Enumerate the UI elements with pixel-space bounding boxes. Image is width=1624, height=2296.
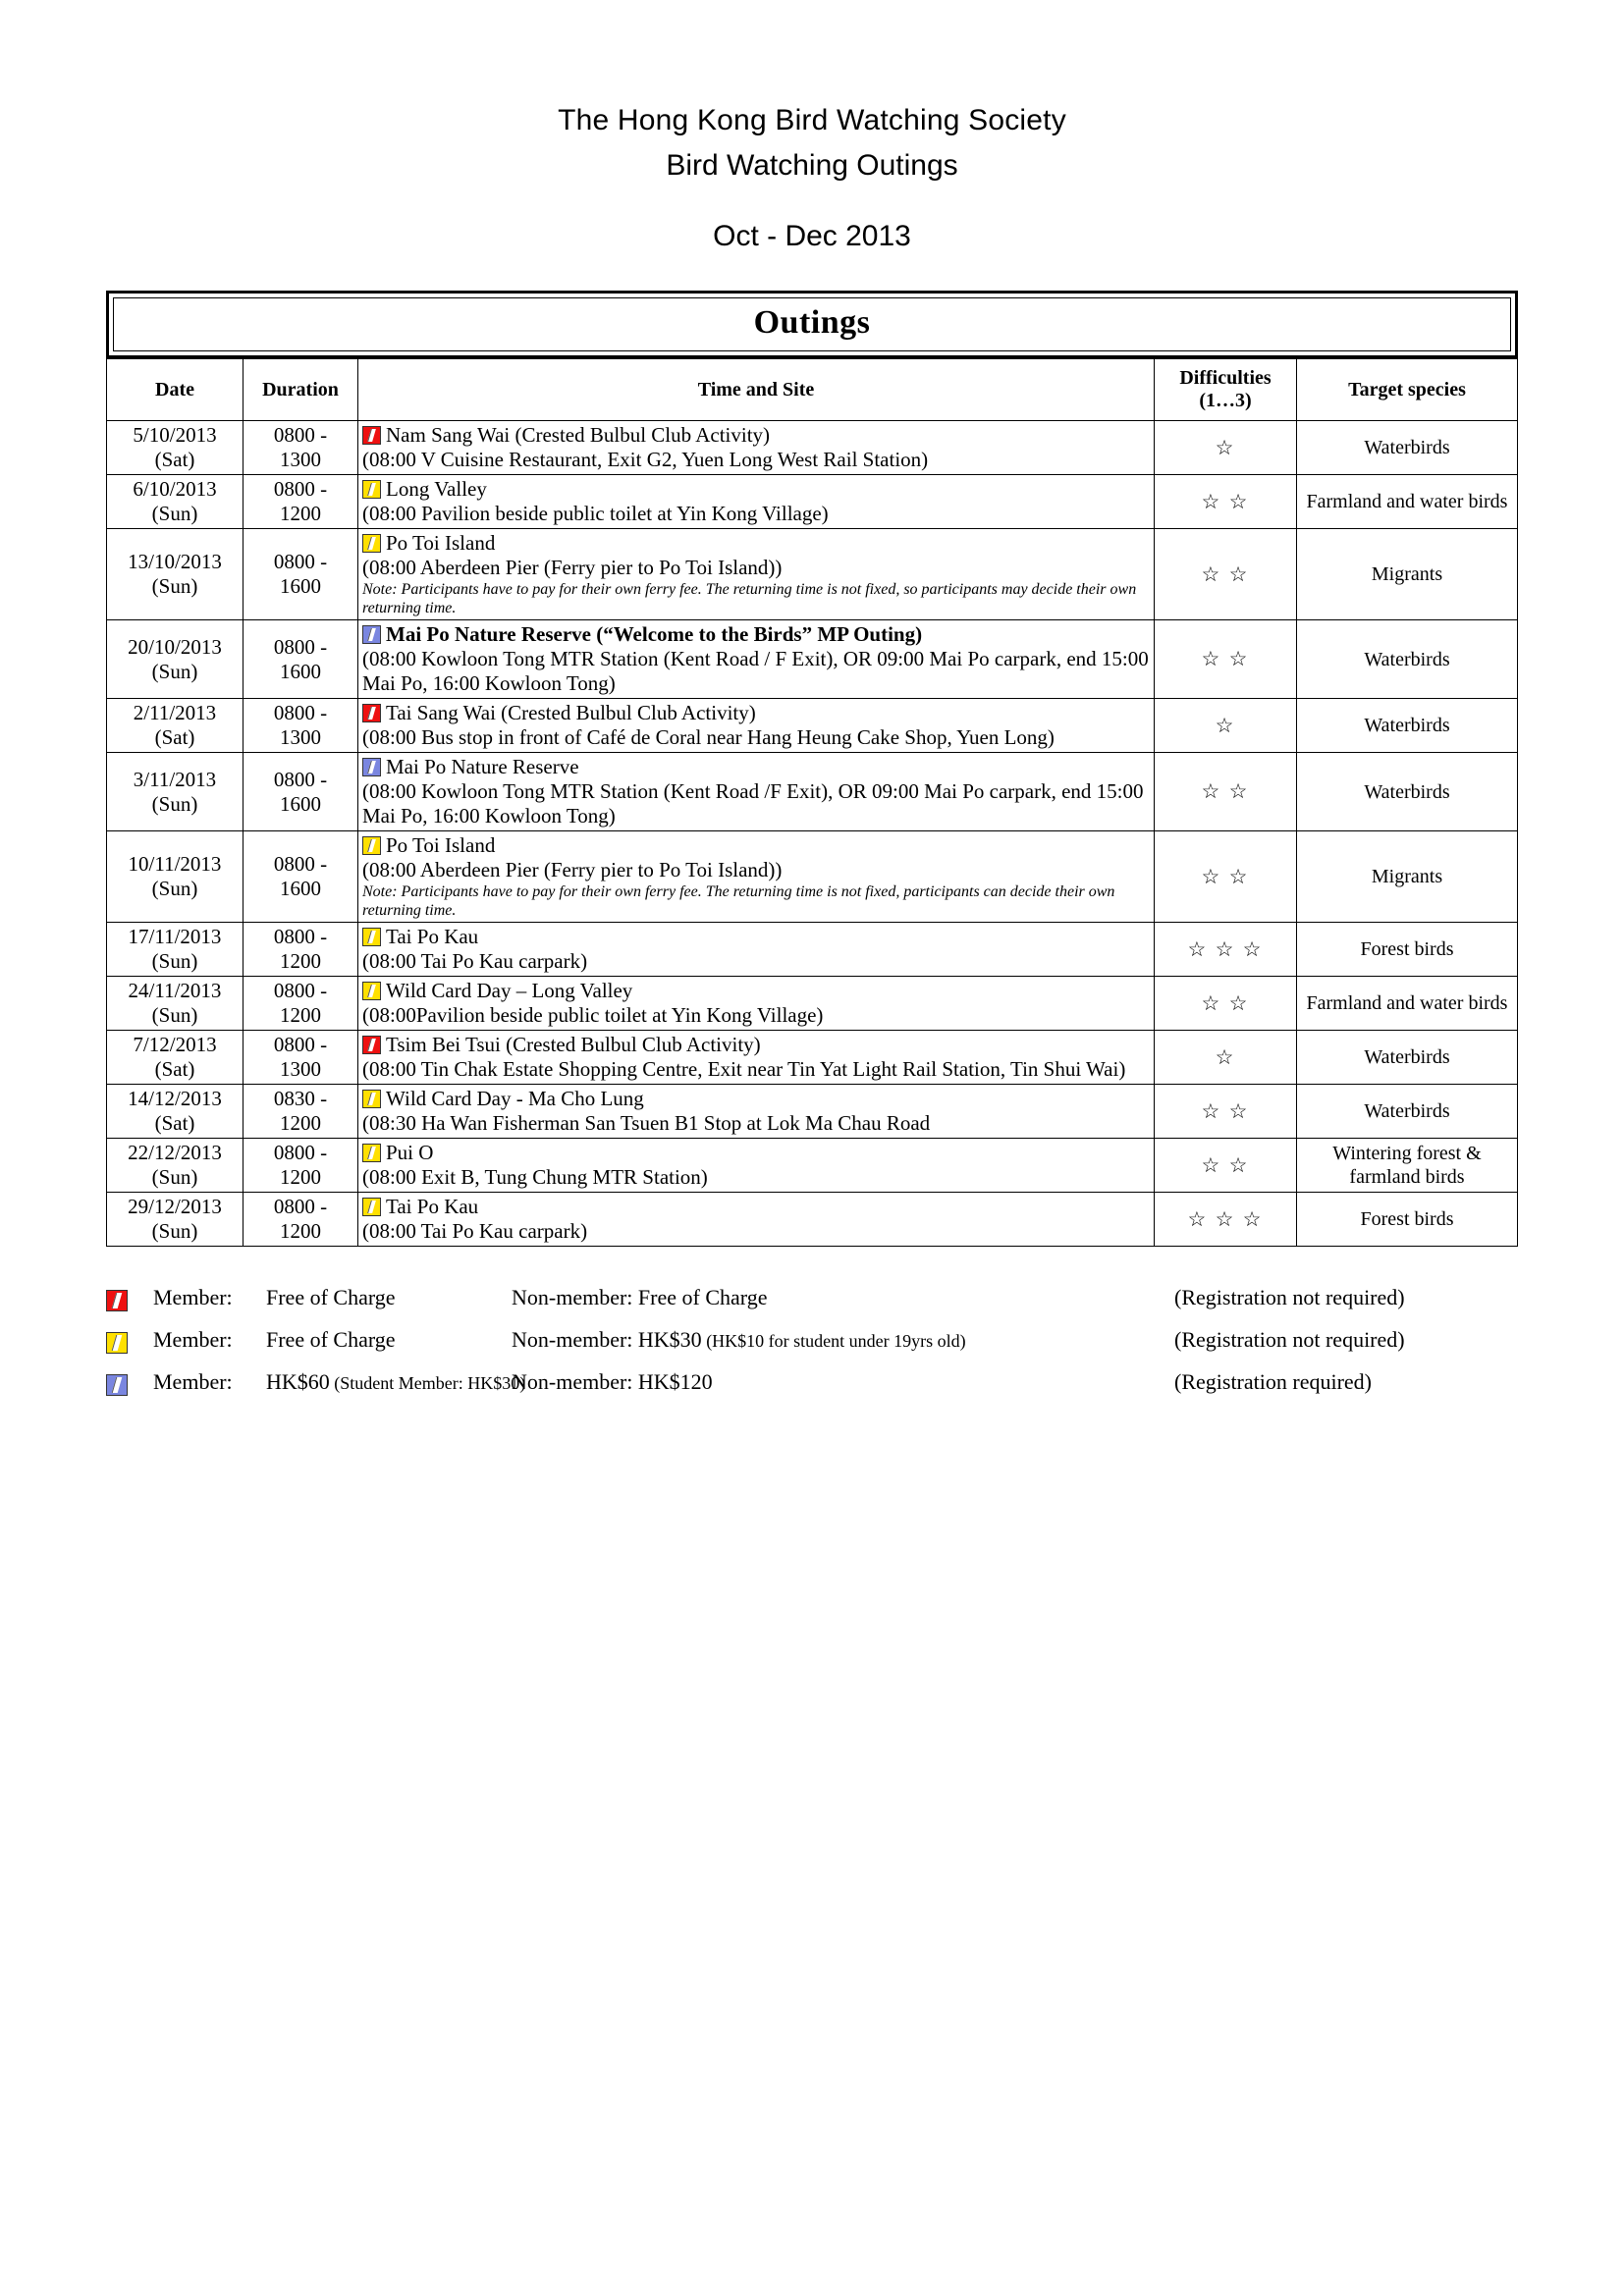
cell-site [358,923,1155,977]
site-note: Note: Participants have to pay for their own ferry fee. The returning time is not fixed, so participants may decide their own returning time. [362,581,1137,616]
table-row [107,1085,1518,1139]
cell-site [358,475,1155,529]
outings-table [106,358,1518,1247]
column-header-difficulty-line1: Difficulties [1179,367,1272,389]
cell-duration [244,1193,358,1247]
date-line1: 14/12/2013 [128,1087,222,1110]
duration-line1: 0800 - [273,550,328,573]
site-meeting-detail: (08:00 Tai Po Kau carpark) [362,1219,588,1243]
duration-line2: 1200 [280,502,321,525]
cell-target-species: Waterbirds [1297,1085,1518,1139]
outings-table-body [107,421,1518,1247]
cell-date [107,923,244,977]
duration-line1: 0830 - [273,1087,328,1110]
table-row [107,1139,1518,1193]
cell-target-species: Waterbirds [1297,421,1518,475]
cell-duration [244,421,358,475]
cell-difficulty: ☆ ☆ [1155,529,1297,620]
date-line2: (Sat) [154,725,195,749]
cell-site [358,699,1155,753]
cell-target-species: Migrants [1297,529,1518,620]
legend-registration-note: (Registration not required) [1174,1285,1405,1309]
column-header-difficulty-line2: (1…3) [1199,390,1252,411]
duration-line2: 1200 [280,1111,321,1135]
cell-site [358,753,1155,831]
fee-category-red-icon [362,1036,381,1054]
fee-category-red-icon [106,1290,128,1311]
site-meeting-detail: (08:00 Pavilion beside public toilet at Yin Kong Village) [362,502,829,525]
fee-category-yellow-icon [362,1090,381,1108]
table-row [107,923,1518,977]
site-title [362,925,1150,949]
site-title [362,1033,1150,1057]
site-title-text: Po Toi Island [386,531,496,555]
date-line2: (Sun) [151,1003,198,1027]
site-title-text: Nam Sang Wai (Crested Bulbul Club Activity) [386,423,771,447]
cell-difficulty: ☆ ☆ [1155,1139,1297,1193]
date-line2: (Sat) [154,448,195,471]
site-title-text: Tsim Bei Tsui (Crested Bulbul Club Activity) [386,1033,761,1056]
date-line2: (Sun) [151,1165,198,1189]
cell-difficulty: ☆ ☆ ☆ [1155,1193,1297,1247]
cell-duration [244,977,358,1031]
site-title-text: Mai Po Nature Reserve [386,755,579,778]
cell-target-species: Waterbirds [1297,699,1518,753]
cell-site [358,529,1155,620]
duration-line1: 0800 - [273,423,328,447]
column-header-target: Target species [1297,359,1518,421]
fee-legend [106,1280,1518,1407]
site-meeting-detail: (08:30 Ha Wan Fisherman San Tsuen B1 Stop at Lok Ma Chau Road [362,1111,931,1135]
date-line1: 29/12/2013 [128,1195,222,1218]
duration-line1: 0800 - [273,767,328,791]
duration-line2: 1600 [280,659,321,683]
outings-banner-label: Outings [113,297,1511,351]
table-row [107,529,1518,620]
table-row [107,1031,1518,1085]
cell-date [107,1139,244,1193]
fee-category-red-icon [362,426,381,445]
fee-category-yellow-icon [362,928,381,946]
date-line2: (Sun) [151,1219,198,1243]
date-line1: 20/10/2013 [128,634,222,659]
table-row [107,1193,1518,1247]
cell-site [358,1031,1155,1085]
cell-difficulty: ☆ ☆ [1155,831,1297,923]
date-line2: (Sun) [151,949,198,973]
cell-site [358,620,1155,699]
fee-category-yellow-icon [362,534,381,553]
fee-category-yellow-icon [106,1332,128,1354]
table-header-row [107,359,1518,421]
duration-line2: 1300 [280,448,321,471]
cell-date [107,620,244,699]
legend-nonmember-fee: Non-member: Free of Charge [512,1285,768,1309]
date-line2: (Sun) [151,502,198,525]
cell-target-species: Wintering forest & farmland birds [1297,1139,1518,1193]
cell-difficulty: ☆ ☆ ☆ [1155,923,1297,977]
cell-duration [244,699,358,753]
legend-nonmember-fee-note: (HK$10 for student under 19yrs old) [701,1331,966,1351]
legend-row [106,1322,1518,1364]
site-title-text: Wild Card Day – Long Valley [386,979,633,1002]
site-meeting-detail: (08:00 V Cuisine Restaurant, Exit G2, Yuen Long West Rail Station) [362,448,929,471]
cell-date [107,699,244,753]
date-line1: 7/12/2013 [133,1033,217,1056]
date-line2: (Sat) [154,1057,195,1081]
date-line1: 5/10/2013 [133,423,217,447]
site-title [362,423,1150,448]
site-title [362,531,1150,556]
duration-line2: 1200 [280,949,321,973]
table-row [107,977,1518,1031]
cell-date [107,1085,244,1139]
cell-difficulty: ☆ ☆ [1155,977,1297,1031]
date-line1: 3/11/2013 [133,767,217,791]
legend-row [106,1364,1518,1407]
fee-category-yellow-icon [362,836,381,855]
site-title [362,1141,1150,1165]
document-period: Oct - Dec 2013 [713,220,911,252]
legend-member-fee: Free of Charge [266,1285,396,1309]
date-line1: 13/10/2013 [128,550,222,573]
legend-member-label: Member: [153,1285,233,1309]
legend-registration-note: (Registration required) [1174,1369,1372,1394]
site-meeting-detail: (08:00Pavilion beside public toilet at Yin Kong Village) [362,1003,824,1027]
table-row [107,831,1518,923]
site-meeting-detail: (08:00 Bus stop in front of Café de Coral near Hang Heung Cake Shop, Yuen Long) [362,725,1055,749]
date-line2: (Sat) [154,1111,195,1135]
fee-category-yellow-icon [362,1144,381,1162]
cell-target-species: Migrants [1297,831,1518,923]
cell-date [107,1193,244,1247]
legend-badge-cell [106,1322,153,1364]
site-meeting-detail: (08:00 Tai Po Kau carpark) [362,949,588,973]
date-line2: (Sun) [151,791,198,816]
cell-target-species: Waterbirds [1297,753,1518,831]
site-title [362,755,1150,779]
date-line2: (Sun) [151,574,198,598]
cell-duration [244,475,358,529]
table-row [107,421,1518,475]
site-meeting-detail: (08:00 Kowloon Tong MTR Station (Kent Road / F Exit), OR 09:00 Mai Po carpark, end 15:00 Mai Po, 16:00 Kowloon Tong) [362,647,1149,695]
site-note: Note: Participants have to pay for their own ferry fee. The returning time is not fixed, participants can decide their own returning time. [362,883,1115,919]
duration-line1: 0800 - [273,477,328,501]
site-title [362,622,1150,647]
duration-line1: 0800 - [273,1141,328,1164]
site-title-text: Wild Card Day - Ma Cho Lung [386,1087,644,1110]
site-meeting-detail: (08:00 Aberdeen Pier (Ferry pier to Po Toi Island)) [362,556,783,579]
column-header-site: Time and Site [358,359,1155,421]
cell-duration [244,923,358,977]
cell-difficulty: ☆ [1155,699,1297,753]
site-title [362,1087,1150,1111]
column-header-duration: Duration [244,359,358,421]
cell-duration [244,1031,358,1085]
cell-duration [244,1085,358,1139]
duration-line1: 0800 - [273,1033,328,1056]
duration-line2: 1600 [280,574,321,598]
site-meeting-detail: (08:00 Exit B, Tung Chung MTR Station) [362,1165,708,1189]
duration-line1: 0800 - [273,701,328,724]
document-header [106,98,1518,259]
cell-difficulty: ☆ ☆ [1155,1085,1297,1139]
legend-nonmember-fee: Non-member: HK$120 [512,1369,713,1394]
fee-category-blue-icon [362,625,381,644]
date-line1: 24/11/2013 [128,979,222,1002]
date-line2: (Sun) [151,659,198,683]
table-row [107,699,1518,753]
organisation-title: The Hong Kong Bird Watching Society [558,104,1066,136]
duration-line2: 1300 [280,725,321,749]
site-title [362,477,1150,502]
site-meeting-detail: (08:00 Aberdeen Pier (Ferry pier to Po Toi Island)) [362,858,783,881]
legend-nonmember-fee: Non-member: HK$30 (HK$10 for student under 19yrs old) [512,1327,966,1352]
table-row [107,753,1518,831]
cell-duration [244,753,358,831]
duration-line2: 1200 [280,1219,321,1243]
fee-category-red-icon [362,704,381,722]
cell-target-species: Waterbirds [1297,1031,1518,1085]
duration-line1: 0800 - [273,1195,328,1218]
cell-date [107,1031,244,1085]
legend-badge-cell [106,1280,153,1322]
outings-banner [106,291,1518,358]
column-header-date: Date [107,359,244,421]
date-line2: (Sun) [151,877,198,900]
duration-line1: 0800 - [273,979,328,1002]
cell-site [358,421,1155,475]
fee-category-yellow-icon [362,982,381,1000]
cell-site [358,1085,1155,1139]
duration-line2: 1200 [280,1165,321,1189]
duration-line1: 0800 - [273,634,328,659]
site-meeting-detail: (08:00 Tin Chak Estate Shopping Centre, Exit near Tin Yat Light Rail Station, Tin Shui Wai) [362,1057,1126,1081]
date-line1: 2/11/2013 [133,701,217,724]
legend-badge-cell [106,1364,153,1407]
cell-date [107,421,244,475]
column-header-difficulty [1155,359,1297,421]
site-title-text: Long Valley [386,477,487,501]
cell-difficulty: ☆ [1155,1031,1297,1085]
cell-date [107,753,244,831]
legend-member-fee: Free of Charge [266,1327,396,1352]
cell-difficulty: ☆ ☆ [1155,620,1297,699]
site-title [362,701,1150,725]
cell-date [107,977,244,1031]
duration-line2: 1200 [280,1003,321,1027]
cell-site [358,831,1155,923]
fee-category-blue-icon [106,1374,128,1396]
fee-category-yellow-icon [362,1198,381,1216]
cell-target-species: Forest birds [1297,1193,1518,1247]
cell-duration [244,1139,358,1193]
cell-site [358,1193,1155,1247]
legend-member-fee-note: (Student Member: HK$30) [329,1373,526,1393]
site-title-text: Po Toi Island [386,833,496,857]
table-row [107,475,1518,529]
date-line1: 10/11/2013 [128,852,222,876]
cell-duration [244,620,358,699]
site-title [362,1195,1150,1219]
duration-line2: 1600 [280,791,321,816]
cell-date [107,831,244,923]
cell-difficulty: ☆ ☆ [1155,475,1297,529]
date-line1: 6/10/2013 [133,477,217,501]
cell-duration [244,529,358,620]
legend-registration-note: (Registration not required) [1174,1327,1405,1352]
date-line1: 22/12/2013 [128,1141,222,1164]
legend-row [106,1280,1518,1322]
legend-member-fee: HK$60 (Student Member: HK$30) [266,1369,526,1394]
cell-target-species: Farmland and water birds [1297,475,1518,529]
cell-target-species: Farmland and water birds [1297,977,1518,1031]
site-title [362,979,1150,1003]
site-meeting-detail: (08:00 Kowloon Tong MTR Station (Kent Road /F Exit), OR 09:00 Mai Po carpark, end 15:00 Mai Po, 16:00 Kowloon Tong) [362,779,1144,828]
site-title-text: Tai Po Kau [386,925,479,948]
cell-target-species: Forest birds [1297,923,1518,977]
duration-line2: 1300 [280,1057,321,1081]
cell-date [107,475,244,529]
cell-site [358,977,1155,1031]
site-title-text: Tai Po Kau [386,1195,479,1218]
table-row [107,620,1518,699]
date-line1: 17/11/2013 [128,925,222,948]
duration-line2: 1600 [280,877,321,900]
site-title-text: Pui O [386,1141,434,1164]
cell-difficulty: ☆ ☆ [1155,753,1297,831]
cell-date [107,529,244,620]
site-title-text: Mai Po Nature Reserve (“Welcome to the Birds” MP Outing) [386,622,923,646]
duration-line1: 0800 - [273,852,328,876]
legend-member-label: Member: [153,1327,233,1352]
duration-line1: 0800 - [273,925,328,948]
cell-duration [244,831,358,923]
cell-target-species: Waterbirds [1297,620,1518,699]
cell-difficulty: ☆ [1155,421,1297,475]
site-title [362,833,1150,858]
legend-member-label: Member: [153,1369,233,1394]
site-title-text: Tai Sang Wai (Crested Bulbul Club Activity) [386,701,756,724]
fee-category-blue-icon [362,758,381,776]
fee-category-yellow-icon [362,480,381,499]
cell-site [358,1139,1155,1193]
document-subtitle: Bird Watching Outings [666,149,958,182]
